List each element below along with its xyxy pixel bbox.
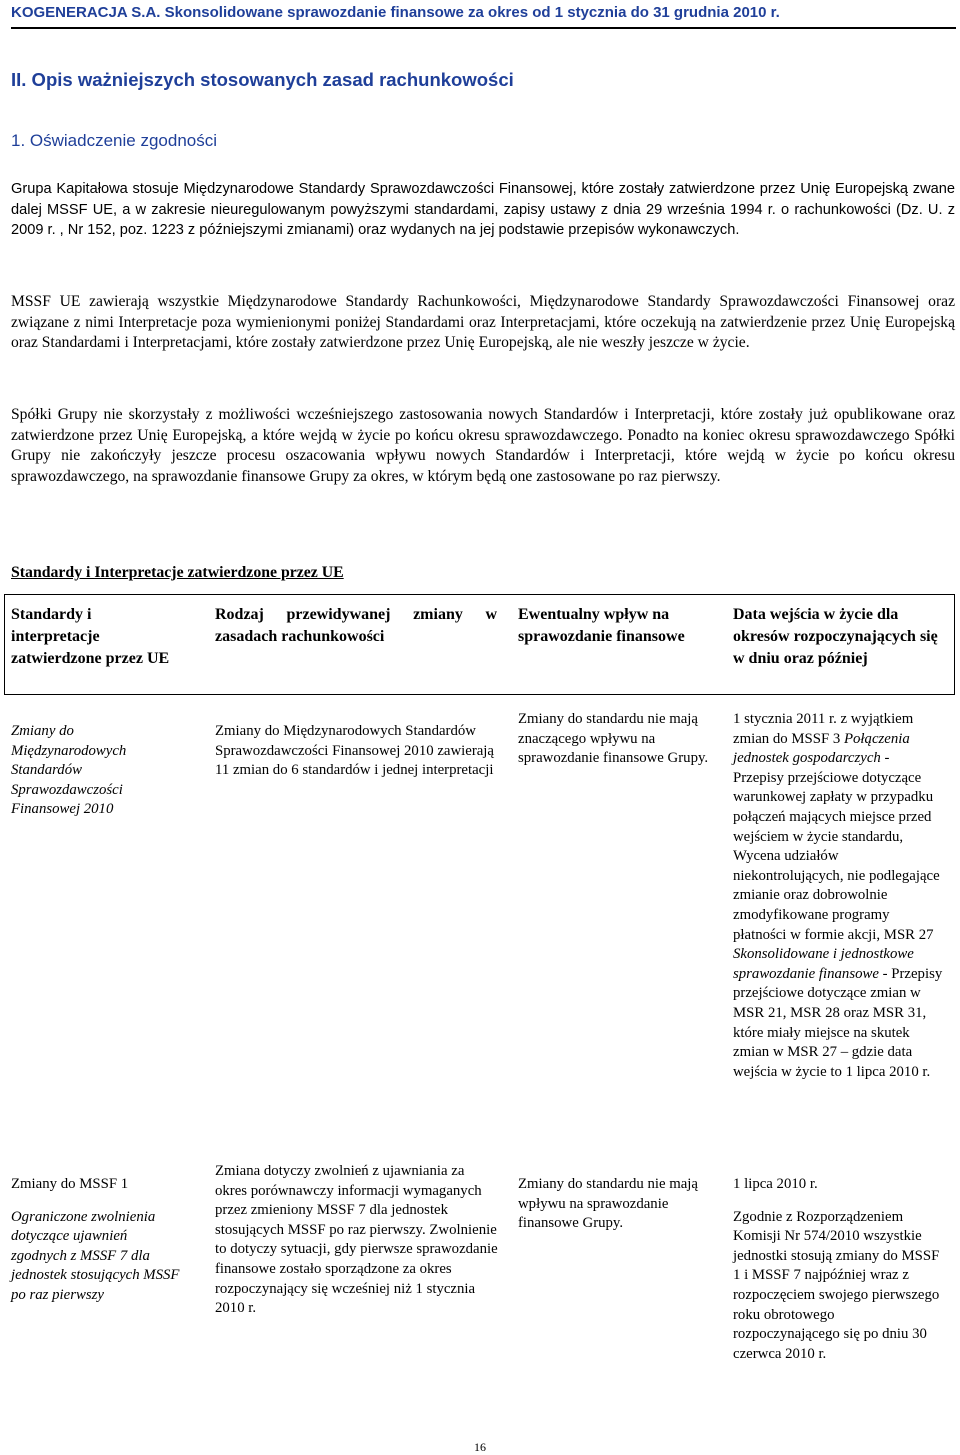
date-2-note: Zgodnie z Rozporządzeniem Komisji Nr 574/2010 wszystkie jednostki stosują zmiany do MSSF 1 i MSSF 7 najpóźniej wraz z rozpoczęciem swojego pierwszego roku obrotowego rozpoczynającego się po dniu 30 czerwca 2010 r. (733, 1208, 940, 1362)
date-text-b: Połączenia jednostek gospodarczych (733, 730, 910, 767)
table-cell-standard-1: Zmiany do Międzynarodowych Standardów Sprawozdawczości Finansowej 2010 (11, 723, 127, 818)
table-cell-impact-2: Zmiany do standardu nie mają wpływu na sprawozdanie finansowe Grupy. (518, 1176, 698, 1232)
date-text-d: Skonsolidowane i jednostkowe sprawozdanie finansowe (733, 946, 914, 982)
standard-2-subtitle: Ograniczone zwolnienia dotyczące ujawnień zgodnych z MSSF 7 dla jednostek stosujących MSSF po raz pierwszy (11, 1208, 180, 1303)
table-cell-date-2 (733, 1175, 943, 1364)
table-header-impact: Ewentualny wpływ na sprawozdanie finansowe (518, 606, 685, 645)
table-cell-change-2: Zmiana dotyczy zwolnień z ujawniania za okres porównawczy informacji wymaganych przez zmieniony MSSF 7 dla jednostek stosujących MSSF po raz pierwszy. Zwolnienie to dotyczy sytuacji, gdy pierwsze sprawozdanie finansowe zostało sporządzone za okres rozpoczynający się wcześniej niż 1 stycznia 2010 r. (215, 1163, 498, 1317)
table-title: Standardy i Interpretacje zatwierdzone przez UE (11, 564, 344, 581)
date-text-c: - Przepisy przejściowe dotyczące warunkowej zapłaty w przypadku połączeń mających miejsce przed wejściem w życie standardu, Wycena udziałów niekontrolujących, nie podlegające zmianie oraz dobrowolnie zmodyfikowane programy płatności w formie akcji, MSR 27 (733, 750, 940, 943)
table-header-effective-date: Data wejścia w życie dla okresów rozpoczynających się w dniu oraz później (733, 606, 938, 667)
table-cell-standard-2 (11, 1175, 186, 1306)
table-cell-impact-1: Zmiany do standardu nie mają znaczącego wpływu na sprawozdanie finansowe Grupy. (518, 711, 709, 767)
page-number: 16 (474, 1440, 486, 1454)
standard-2-title: Zmiany do MSSF 1 (11, 1176, 129, 1192)
date-2-value: 1 lipca 2010 r. (733, 1176, 818, 1192)
subsection-title: 1. Oświadczenie zgodności (11, 131, 218, 150)
date-text-e: - Przepisy przejściowe dotyczące zmian w MSR 21, MSR 28 oraz MSR 31, które miały miejsce na skutek zmian w MSR 27 – gdzie data wejścia w życie to 1 lipca 2010 r. (733, 965, 943, 1080)
table-header-standards: Standardy i interpretacje zatwierdzone przez UE (11, 606, 170, 667)
document-header: KOGENERACJA S.A. Skonsolidowane sprawozdanie finansowe za okres od 1 stycznia do 31 grudnia 2010 r. (11, 4, 956, 29)
table-cell-date-1 (733, 710, 943, 1082)
table-header-change-type: Rodzaj przewidywanej zmiany w zasadach rachunkowości (215, 606, 497, 645)
paragraph-compliance: Grupa Kapitałowa stosuje Międzynarodowe Standardy Sprawozdawczości Finansowej, które zostały zatwierdzone przez Unię Europejską zwane dalej MSSF UE, a w zakresie nieuregulowanym powyższymi standardami, zapisy ustawy z dnia 29 września 1994 r. o rachunkowości (Dz. U. z 2009 r. , Nr 152, poz. 1223 z późniejszymi zmianami) oraz wydanych na jej podstawie przepisów wykonawczych. (11, 181, 955, 238)
date-text-a: 1 stycznia 2011 r. z wyjątkiem zmian do MSSF 3 (733, 711, 914, 747)
table-cell-change-1: Zmiany do Międzynarodowych Standardów Sprawozdawczości Finansowej 2010 zawierają 11 zmian do 6 standardów i jednej interpretacji (215, 723, 494, 779)
section-title: II. Opis ważniejszych stosowanych zasad rachunkowości (11, 69, 514, 90)
paragraph-mssf-ue: MSSF UE zawierają wszystkie Międzynarodowe Standardy Rachunkowości, Międzynarodowe Standardy Sprawozdawczości Finansowej oraz związane z nimi Interpretacje poza wymienionymi poniżej Standardami oraz Interpretacjami, które oczekują na zatwierdzenie przez Unię Europejską oraz Standardami i Interpretacjami, które zostały zatwierdzone przez Unię Europejską, ale nie weszły jeszcze w życie. (11, 293, 955, 351)
paragraph-early-adoption: Spółki Grupy nie skorzystały z możliwości wcześniejszego zastosowania nowych Standardów i Interpretacji, które zostały już opublikowane oraz zatwierdzone przez Unię Europejską, a które wejdą w życie po końcu okresu sprawozdawczego. Ponadto na koniec okresu sprawozdawczego Spółki Grupy nie zakończyły jeszcze procesu oszacowania wpływu nowych Standardów i Interpretacji, które wejdą w życie po końcu okresu sprawozdawczego, na sprawozdanie finansowe Grupy za okres, w którym będą one zastosowane po raz pierwszy. (11, 406, 955, 485)
